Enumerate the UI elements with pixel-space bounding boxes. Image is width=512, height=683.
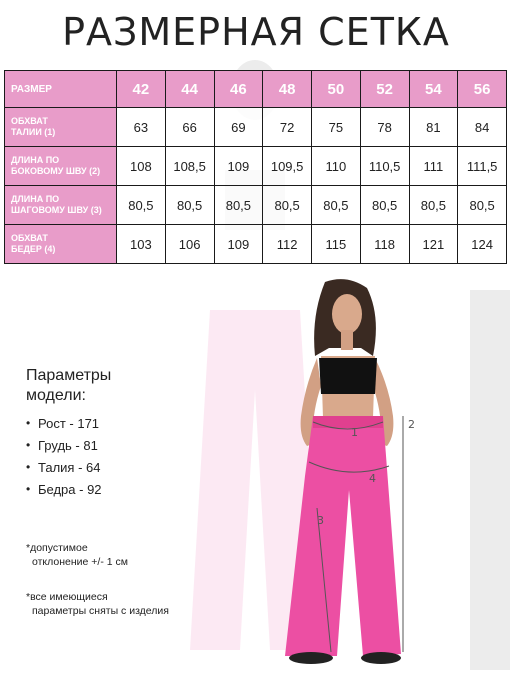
table-cell: 80,5 (214, 186, 263, 225)
row-label-inseam: ДЛИНА ПО ШАГОВОМУ ШВУ (3) (5, 186, 117, 225)
table-cell: 115 (312, 225, 361, 264)
page-title: РАЗМЕРНАЯ СЕТКА (62, 10, 450, 54)
table-cell: 84 (458, 108, 507, 147)
list-item (26, 478, 102, 500)
measure-mark-1: 1 (351, 426, 358, 439)
size-header-row (5, 71, 507, 108)
size-42: 42 (117, 71, 166, 108)
table-cell: 66 (165, 108, 214, 147)
table-cell: 106 (165, 225, 214, 264)
table-cell: 80,5 (312, 186, 361, 225)
model-left-shoe (289, 652, 333, 664)
model-illustration (255, 276, 425, 676)
table-cell: 80,5 (458, 186, 507, 225)
measured-note (26, 590, 169, 618)
measure-mark-4: 4 (369, 472, 376, 485)
table-cell: 69 (214, 108, 263, 147)
table-cell: 103 (117, 225, 166, 264)
model-params-title (26, 366, 111, 406)
table-cell: 111,5 (458, 147, 507, 186)
size-chart-table (4, 70, 507, 264)
table-cell: 80,5 (360, 186, 409, 225)
table-cell: 111 (409, 147, 458, 186)
table-cell: 109,5 (263, 147, 312, 186)
table-cell: 121 (409, 225, 458, 264)
size-44: 44 (165, 71, 214, 108)
size-48: 48 (263, 71, 312, 108)
table-cell: 112 (263, 225, 312, 264)
measure-mark-2: 2 (408, 418, 415, 431)
model-params-title-line1: Параметры (26, 367, 112, 384)
size-header-label: РАЗМЕР (5, 71, 117, 108)
size-56: 56 (458, 71, 507, 108)
size-50: 50 (312, 71, 361, 108)
size-46: 46 (214, 71, 263, 108)
param-height: Рост - 171 (38, 415, 100, 431)
model-neck (341, 330, 353, 350)
table-cell: 72 (263, 108, 312, 147)
list-item (26, 456, 102, 478)
table-row-side-seam (5, 147, 507, 186)
table-row-inseam (5, 186, 507, 225)
table-cell: 75 (312, 108, 361, 147)
table-cell: 109 (214, 225, 263, 264)
table-cell: 108,5 (165, 147, 214, 186)
row-label-side-seam: ДЛИНА ПО БОКОВОМУ ШВУ (2) (5, 147, 117, 186)
bullet-icon: • (26, 482, 31, 496)
list-item (26, 412, 102, 434)
table-cell: 124 (458, 225, 507, 264)
tolerance-note-line2: отклонение +/- 1 см (32, 556, 128, 568)
model-params-title-line2: модели: (26, 387, 86, 404)
table-row-waist (5, 108, 507, 147)
table-cell: 80,5 (117, 186, 166, 225)
table-cell: 109 (214, 147, 263, 186)
tolerance-note-line1: *допустимое (26, 542, 88, 554)
measured-note-line2: параметры сняты с изделия (32, 605, 169, 617)
tolerance-note (26, 541, 128, 569)
bullet-icon: • (26, 460, 31, 474)
table-cell: 118 (360, 225, 409, 264)
table-cell: 110,5 (360, 147, 409, 186)
model-black-top (319, 358, 377, 394)
model-pink-pants (285, 416, 401, 656)
row-label-hips: ОБХВАТ БЕДЕР (4) (5, 225, 117, 264)
model-face (332, 294, 362, 334)
table-cell: 110 (312, 147, 361, 186)
size-54: 54 (409, 71, 458, 108)
table-cell: 63 (117, 108, 166, 147)
list-item (26, 434, 102, 456)
table-cell: 78 (360, 108, 409, 147)
model-right-shoe (361, 652, 401, 664)
measure-mark-3: 3 (317, 514, 324, 527)
background-window (470, 290, 510, 670)
size-52: 52 (360, 71, 409, 108)
table-cell: 108 (117, 147, 166, 186)
bullet-icon: • (26, 416, 31, 430)
param-hips: Бедра - 92 (38, 481, 102, 497)
table-cell: 80,5 (263, 186, 312, 225)
table-cell: 81 (409, 108, 458, 147)
bullet-icon: • (26, 438, 31, 452)
row-label-waist: ОБХВАТ ТАЛИИ (1) (5, 108, 117, 147)
table-row-hips (5, 225, 507, 264)
model-params-list (26, 412, 102, 500)
table-cell: 80,5 (409, 186, 458, 225)
table-cell: 80,5 (165, 186, 214, 225)
param-waist: Талия - 64 (38, 459, 101, 475)
measured-note-line1: *все имеющиеся (26, 591, 108, 603)
param-chest: Грудь - 81 (38, 437, 98, 453)
